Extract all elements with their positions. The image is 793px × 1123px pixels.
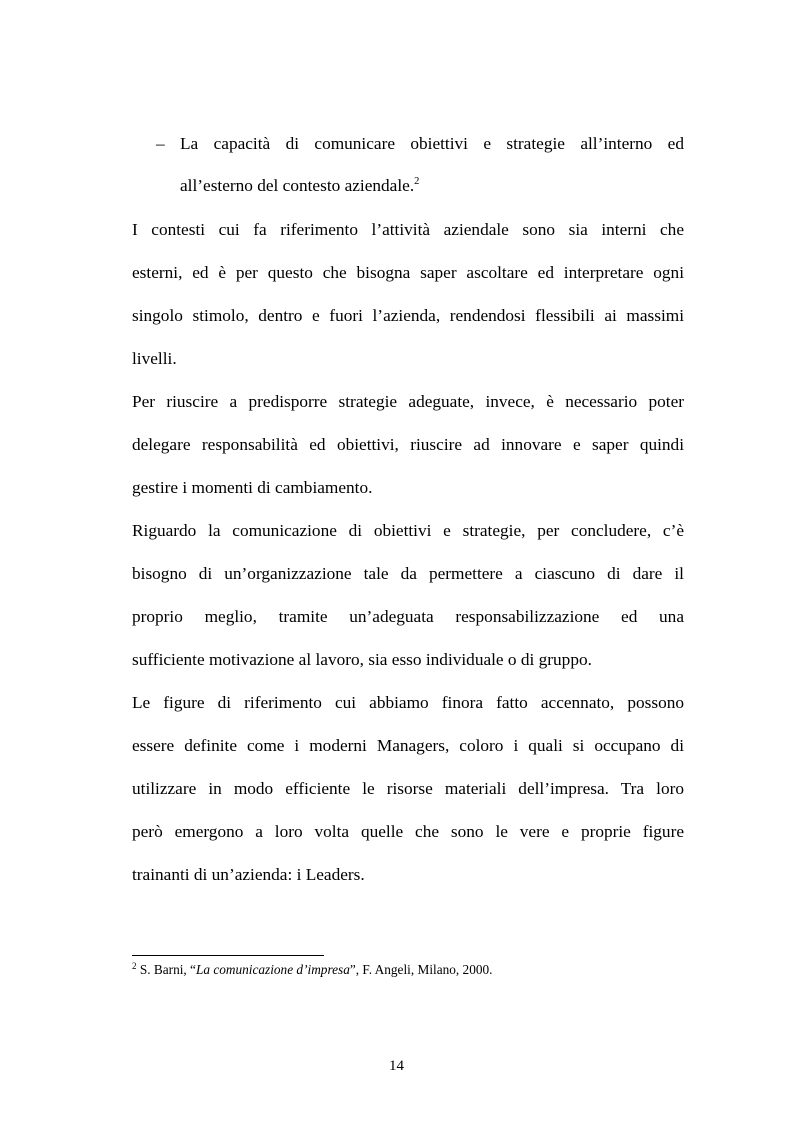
bullet-line-1: La capacità di comunicare obiettivi e strategie all’interno ed	[180, 134, 684, 153]
paragraph-1-line-2: esterni, ed è per questo che bisogna saper ascoltare ed interpretare ogni	[132, 263, 684, 282]
footnote-title: La comunicazione d’impresa	[195, 962, 350, 977]
footnote-reference[interactable]: 2	[414, 176, 420, 187]
footnote-number: 2	[132, 961, 137, 971]
paragraph-4-line-3: utilizzare in modo efficiente le risorse materiali dell’impresa. Tra loro	[132, 779, 684, 798]
footnote-publisher: ”, F. Angeli, Milano, 2000.	[349, 962, 493, 977]
paragraph-3-line-3: proprio meglio, tramite un’adeguata responsabilizzazione ed una	[132, 607, 684, 626]
paragraph-1-line-4: livelli.	[132, 349, 177, 368]
paragraph-1-line-1: I contesti cui fa riferimento l’attività aziendale sono sia interni che	[132, 220, 684, 239]
page-number: 14	[389, 1058, 404, 1074]
bullet-dash: –	[156, 134, 165, 153]
paragraph-2-line-2: delegare responsabilità ed obiettivi, riuscire ad innovare e saper quindi	[132, 435, 684, 454]
paragraph-4-line-1: Le figure di riferimento cui abbiamo finora fatto accennato, possono	[132, 693, 684, 712]
paragraph-3-line-2: bisogno di un’organizzazione tale da permettere a ciascuno di dare il	[132, 564, 684, 583]
footnote-author: S. Barni, “	[136, 962, 196, 977]
bullet-line-2-text: all’esterno del contesto aziendale.	[180, 176, 415, 195]
paragraph-4-line-2: essere definite come i moderni Managers, coloro i quali si occupano di	[132, 736, 684, 755]
footnote	[132, 962, 492, 978]
footnote-separator	[132, 955, 324, 956]
bullet-line-2	[180, 176, 419, 196]
paragraph-1-line-3: singolo stimolo, dentro e fuori l’azienda, rendendosi flessibili ai massimi	[132, 306, 684, 325]
paragraph-3-line-1: Riguardo la comunicazione di obiettivi e strategie, per concludere, c’è	[132, 521, 684, 540]
paragraph-3-line-4: sufficiente motivazione al lavoro, sia esso individuale o di gruppo.	[132, 650, 592, 669]
paragraph-4-line-4: però emergono a loro volta quelle che sono le vere e proprie figure	[132, 822, 684, 841]
paragraph-2-line-3: gestire i momenti di cambiamento.	[132, 478, 373, 497]
paragraph-4-line-5: trainanti di un’azienda: i Leaders.	[132, 865, 365, 884]
paragraph-2-line-1: Per riuscire a predisporre strategie adeguate, invece, è necessario poter	[132, 392, 684, 411]
